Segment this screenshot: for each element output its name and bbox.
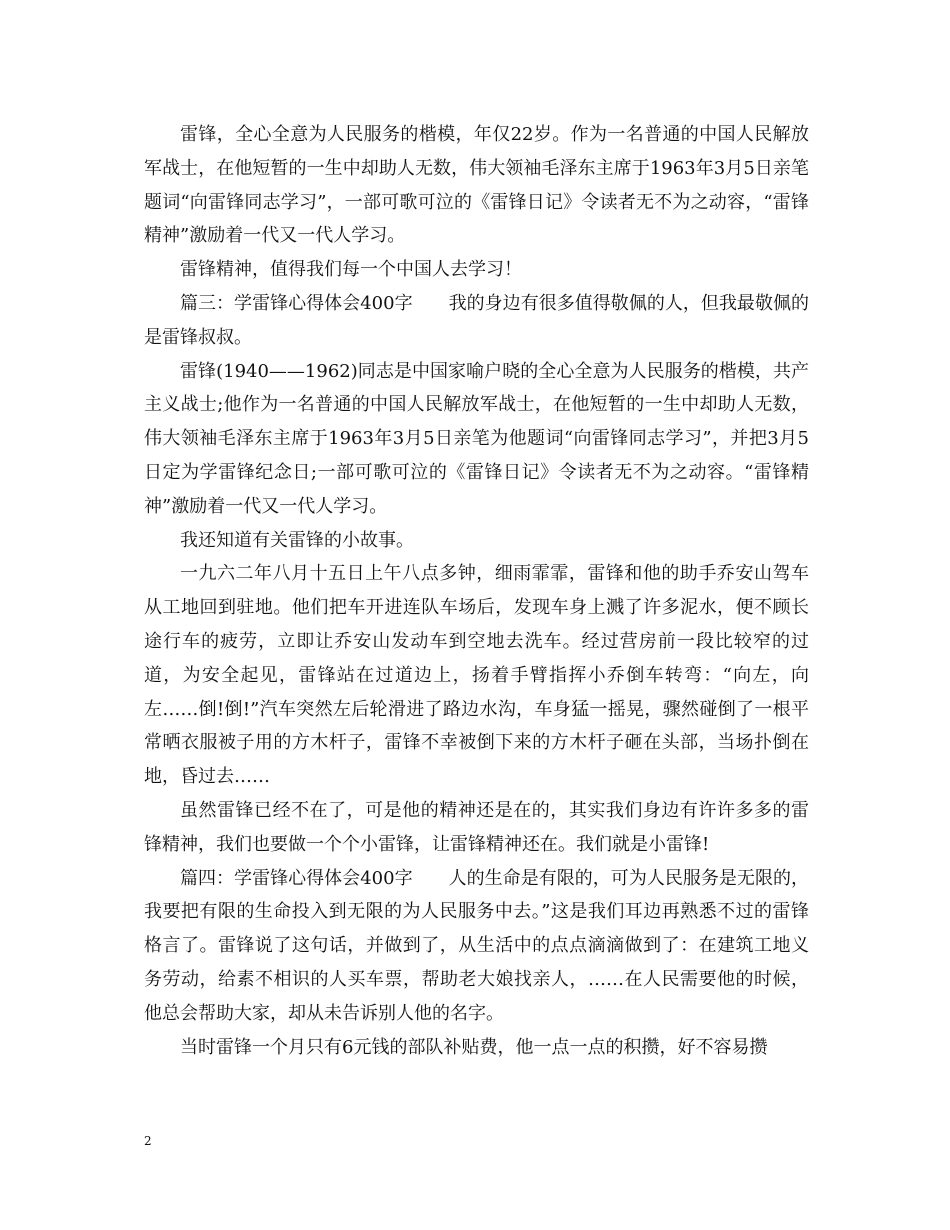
- paragraph-1: 雷锋，全心全意为人民服务的楷模，年仅22岁。作为一名普通的中国人民解放军战士，在他短暂的一生中却助人无数，伟大领袖毛泽东主席于1963年3月5日亲笔题词“向雷锋同志学习”，一部可歌可泣的《雷锋日记》令读者无不为之动容，“雷锋精神”激励着一代又一代人学习。: [144, 124, 809, 247]
- paragraph-4: 雷锋(1940——1962)同志是中国家喻户晓的全心全意为人民服务的楷模，共产主义战士;他作为一名普通的中国人民解放军战士，在他短暂的一生中却助人无数，伟大领袖毛泽东主席于1963年3月5日亲笔为他题词“向雷锋同志学习”，并把3月5日定为学雷锋纪念日;一部可歌可泣的《雷锋日记》令读者无不为之动容。“雷锋精神”激励着一代又一代人学习。: [144, 360, 809, 517]
- paragraph-3: 篇三：学雷锋心得体会400字 我的身边有很多值得敬佩的人，但我最敬佩的是雷锋叔叔。: [144, 292, 809, 348]
- document-body: [144, 118, 809, 1064]
- page-number: 2: [144, 1134, 152, 1148]
- paragraph-7: 虽然雷锋已经不在了，可是他的精神还是在的，其实我们身边有许许多多的雷锋精神，我们也要做一个个小雷锋，让雷锋精神还在。我们就是小雷锋!: [144, 799, 809, 855]
- paragraph-9: 当时雷锋一个月只有6元钱的部队补贴费，他一点一点的积攒，好不容易攒: [180, 1036, 768, 1058]
- paragraph-8: 篇四：学雷锋心得体会400字 人的生命是有限的，可为人民服务是无限的，我要把有限的生命投入到无限的为人民服务中去。”这是我们耳边再熟悉不过的雷锋格言了。雷锋说了这句话，并做到了，从生活中的点点滴滴做到了：在建筑工地义务劳动，给素不相识的人买车票，帮助老大娘找亲人，……在人民需要他的时候，他总会帮助大家，却从未告诉别人他的名字。: [144, 867, 809, 1024]
- paragraph-6: 一九六二年八月十五日上午八点多钟，细雨霏霏，雷锋和他的助手乔安山驾车从工地回到驻地。他们把车开进连队车场后，发现车身上溅了许多泥水，便不顾长途行车的疲劳，立即让乔安山发动车到空地去洗车。经过营房前一段比较窄的过道，为安全起见，雷锋站在过道边上，扬着手臂指挥小乔倒车转弯：“向左，向左……倒!倒!”汽车突然左后轮滑进了路边水沟，车身猛一摇晃，骤然碰倒了一根平常晒衣服被子用的方木杆子，雷锋不幸被倒下来的方木杆子砸在头部，当场扑倒在地，昏过去……: [144, 563, 809, 788]
- paragraph-2: 雷锋精神，值得我们每一个中国人去学习！: [180, 259, 522, 281]
- paragraph-5: 我还知道有关雷锋的小故事。: [180, 529, 414, 551]
